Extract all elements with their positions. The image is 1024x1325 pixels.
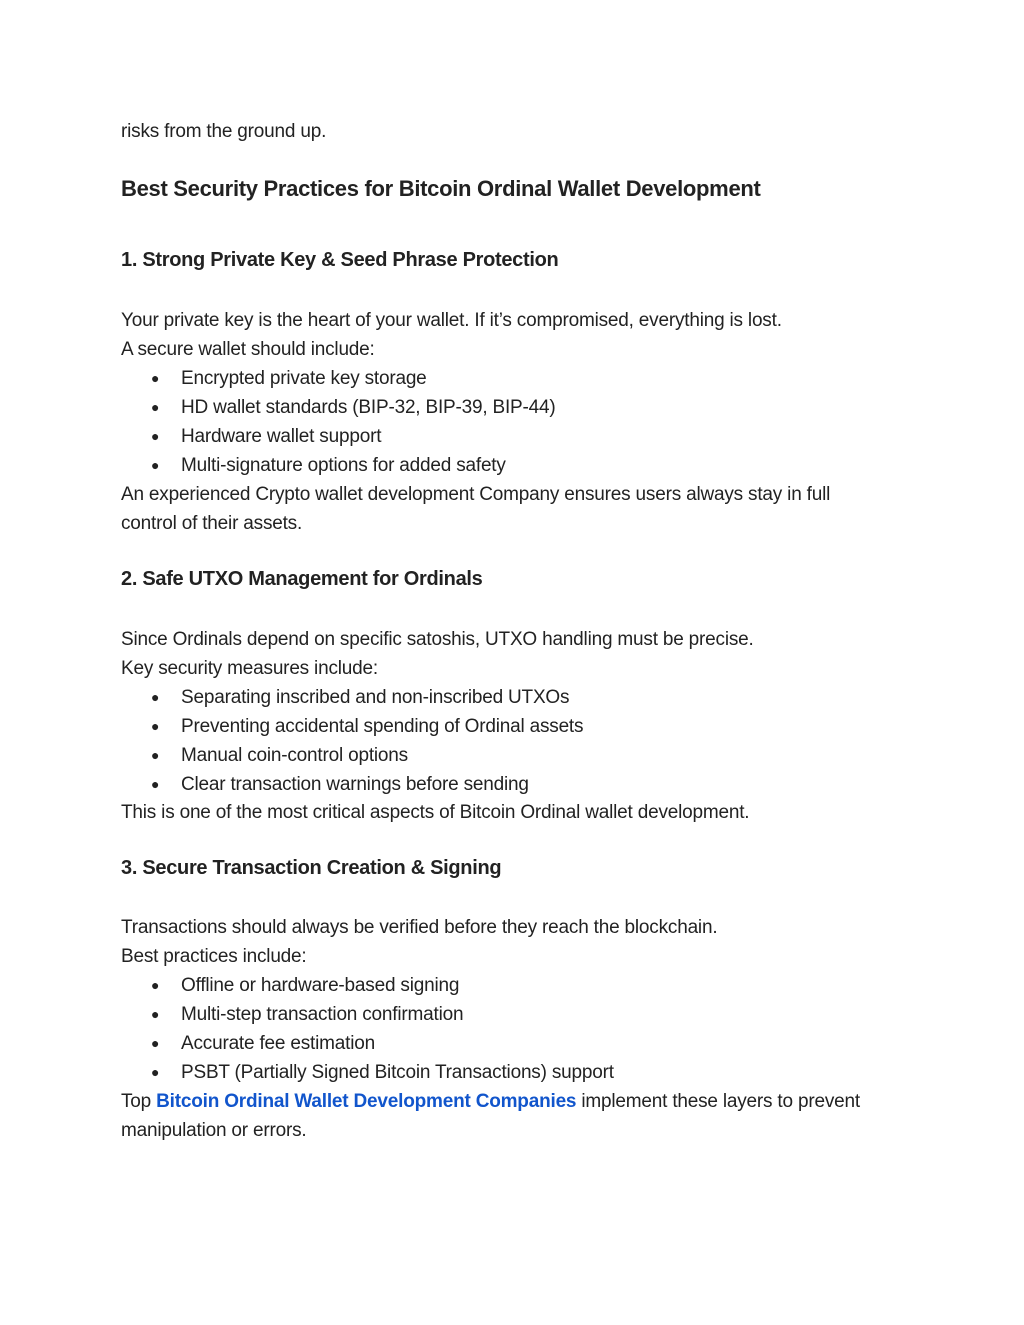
bullet-icon: ● [151, 718, 160, 734]
bullet-icon: ● [151, 399, 160, 415]
section-2-lead: Key security measures include: [121, 658, 378, 679]
section-1-heading: 1. Strong Private Key & Seed Phrase Protection [121, 249, 559, 271]
bullet-icon: ● [151, 747, 160, 763]
bullet-icon: ● [151, 776, 160, 792]
section-1-closing-line1: An experienced Crypto wallet development Company ensures users always stay in full [121, 484, 831, 505]
section-3-intro: Transactions should always be verified before they reach the blockchain. [121, 917, 718, 938]
section-2-heading: 2. Safe UTXO Management for Ordinals [121, 568, 483, 590]
section-2-intro: Since Ordinals depend on specific satoshis, UTXO handling must be precise. [121, 629, 754, 650]
bullet-icon: ● [151, 1035, 160, 1051]
section-3-heading: 3. Secure Transaction Creation & Signing [121, 857, 502, 879]
section-2-closing: This is one of the most critical aspects of Bitcoin Ordinal wallet development. [121, 802, 750, 823]
companies-link[interactable]: Bitcoin Ordinal Wallet Development Companies [156, 1091, 577, 1112]
section-1-closing-line2: control of their assets. [121, 513, 303, 534]
section-3-lead: Best practices include: [121, 946, 307, 967]
bullet-icon: ● [151, 689, 160, 705]
bullet-icon: ● [151, 428, 160, 444]
section-3-closing-line1: Top Bitcoin Ordinal Wallet Development Companies implement these layers to prevent [121, 1091, 860, 1112]
bullet-icon: ● [151, 457, 160, 473]
bullet-icon: ● [151, 977, 160, 993]
bullet-icon: ● [151, 370, 160, 386]
main-heading: Best Security Practices for Bitcoin Ordinal Wallet Development [121, 176, 761, 201]
continuation-text: risks from the ground up. [121, 121, 327, 142]
bullet-icon: ● [151, 1006, 160, 1022]
bullet-icon: ● [151, 1064, 160, 1080]
section-3-closing-line2: manipulation or errors. [121, 1120, 307, 1141]
section-1-intro: Your private key is the heart of your wallet. If it’s compromised, everything is lost. [121, 310, 782, 331]
section-1-lead: A secure wallet should include: [121, 339, 375, 360]
